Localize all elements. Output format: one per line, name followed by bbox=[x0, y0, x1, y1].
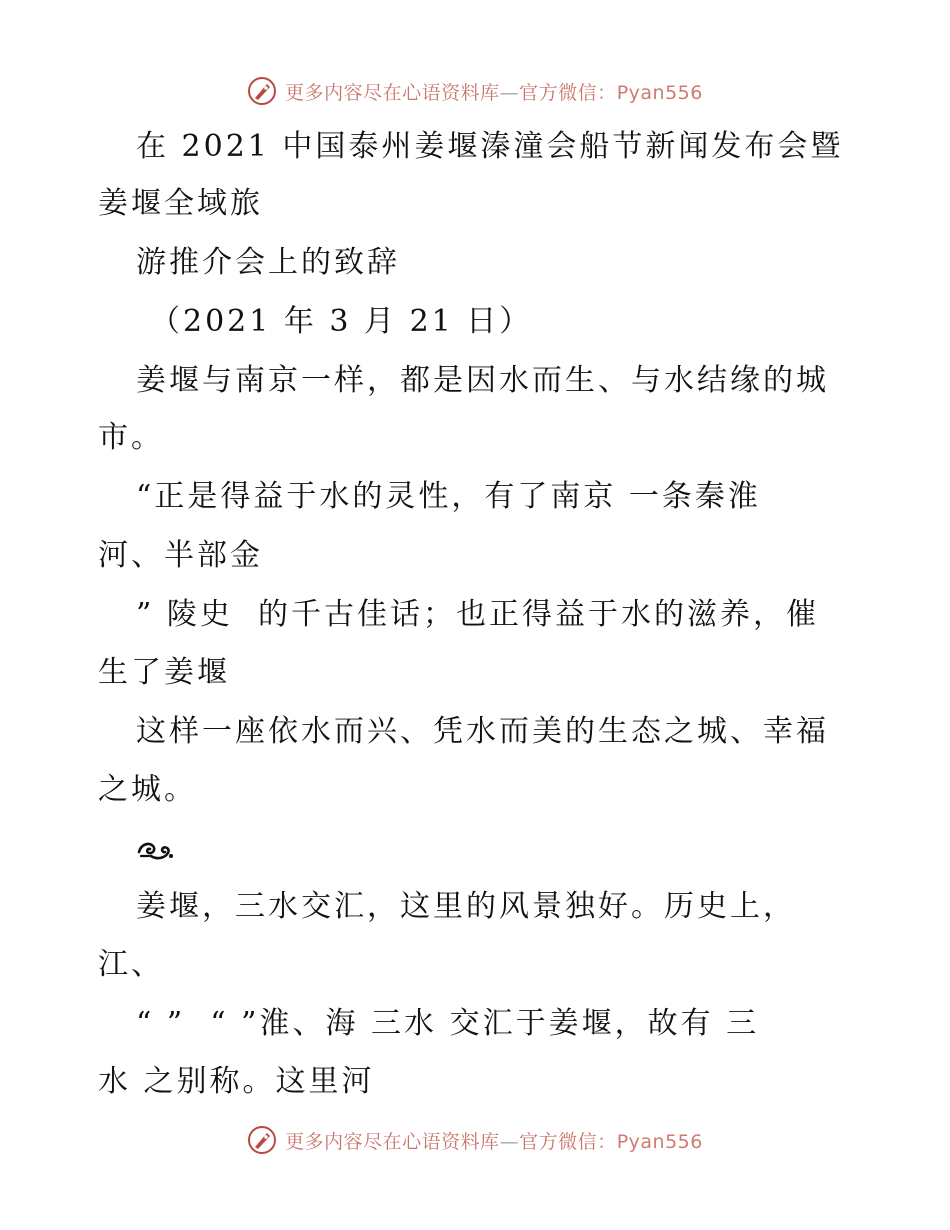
pen-nib-icon bbox=[247, 76, 277, 106]
watermark-separator: — bbox=[499, 1130, 520, 1153]
watermark-header bbox=[0, 71, 950, 111]
watermark-wechat-id: Pyan556 bbox=[616, 1130, 703, 1153]
scroll-ornament-icon bbox=[135, 836, 175, 862]
document-line: 河、半部金 bbox=[98, 538, 263, 573]
watermark-label: 官方微信： bbox=[519, 1130, 617, 1153]
document-line: 江、 bbox=[98, 947, 164, 982]
document-line: 在 2021 中国泰州姜堰溱潼会船节新闻发布会暨 bbox=[136, 129, 844, 164]
pen-nib-icon bbox=[247, 1125, 277, 1155]
watermark-label: 官方微信： bbox=[519, 81, 617, 104]
document-line: “正是得益于水的灵性，有了南京 一条秦淮 bbox=[136, 479, 761, 514]
watermark-wechat-id: Pyan556 bbox=[616, 81, 703, 104]
watermark-site-text: 更多内容尽在心语资料库 bbox=[285, 81, 500, 104]
document-line: 市。 bbox=[98, 420, 164, 455]
document-line: 游推介会上的致辞 bbox=[136, 245, 400, 280]
document-line: 这样一座依水而兴、凭水而美的生态之城、幸福 bbox=[136, 714, 829, 749]
document-line: 姜堰全域旅 bbox=[98, 186, 263, 221]
document-line: 姜堰，三水交汇，这里的风景独好。历史上， bbox=[136, 889, 796, 924]
watermark-text-group bbox=[285, 78, 703, 105]
watermark-separator: — bbox=[499, 81, 520, 104]
document-line: 姜堰与南京一样，都是因水而生、与水结缘的城 bbox=[136, 363, 829, 398]
watermark-footer bbox=[0, 1120, 950, 1160]
document-line: 水 之别称。这里河 bbox=[98, 1064, 375, 1099]
watermark-site-text: 更多内容尽在心语资料库 bbox=[285, 1130, 500, 1153]
document-line: “ ” “ ”淮、海 三水 交汇于姜堰，故有 三 bbox=[136, 1006, 760, 1041]
document-line: （2021 年 3 月 21 日） bbox=[150, 304, 533, 339]
document-line: 生了姜堰 bbox=[98, 655, 230, 690]
document-line: ” 陵史 的千古佳话；也正得益于水的滋养，催 bbox=[136, 597, 819, 632]
document-line: 之城。 bbox=[98, 772, 197, 807]
watermark-text-group bbox=[285, 1127, 703, 1154]
